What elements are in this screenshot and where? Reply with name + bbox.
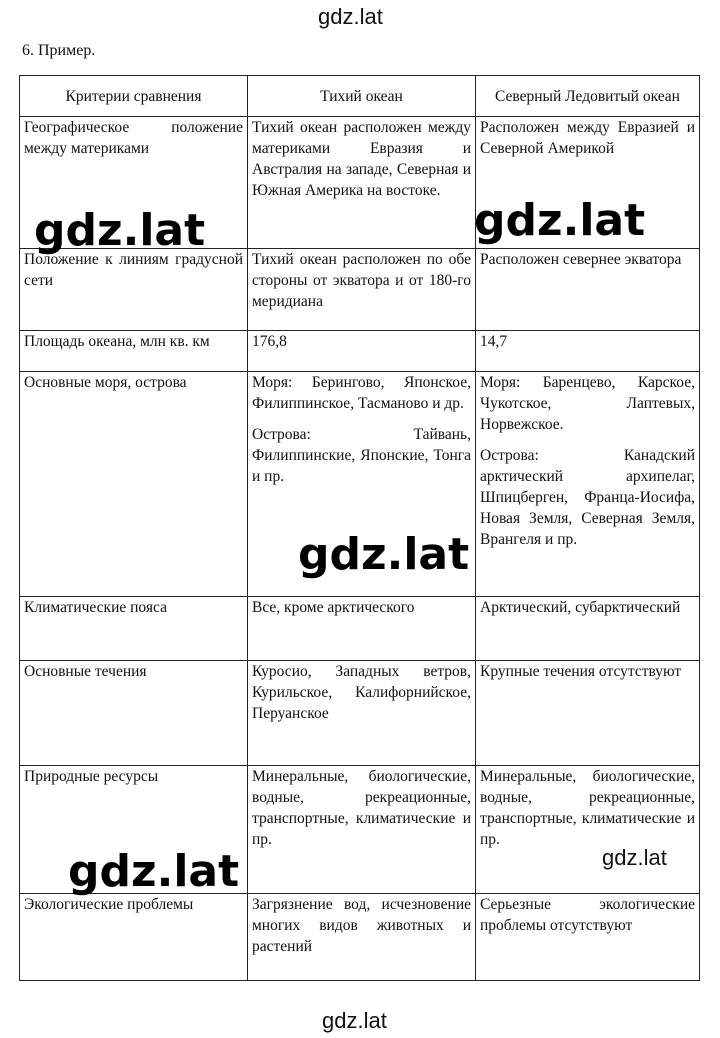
table-row	[20, 249, 700, 331]
table-row	[20, 331, 700, 372]
row-arctic: Расположен между Евразией и Северной Америкой	[476, 117, 700, 249]
header-criteria: Критерии сравнения	[20, 76, 248, 117]
arctic-seas: Моря: Баренцево, Карское, Чукотское, Лаптевых, Норвежское.	[480, 374, 695, 433]
watermark-large-1: gdz.lat	[34, 205, 206, 256]
row-pacific: Все, кроме арктического	[248, 597, 476, 661]
row-pacific: 176,8	[248, 331, 476, 372]
row-criterion: Основные моря, острова	[20, 372, 248, 597]
row-arctic: 14,7	[476, 331, 700, 372]
table-row	[20, 894, 700, 981]
watermark-top: gdz.lat	[318, 4, 383, 29]
row-arctic: Расположен севернее экватора	[476, 249, 700, 331]
header-pacific: Тихий океан	[248, 76, 476, 117]
table-row	[20, 597, 700, 661]
row-criterion: Природные ресурсы	[20, 766, 248, 894]
row-pacific: Тихий океан расположен между материками Евразия и Австралия на западе, Северная и Южная Америка на востоке.	[248, 117, 476, 249]
row-arctic: Крупные течения отсутствуют	[476, 661, 700, 766]
row-pacific: Загрязнение вод, исчезновение многих видов животных и растений	[248, 894, 476, 981]
row-pacific: Тихий океан расположен по обе стороны от экватора и от 180-го меридиана	[248, 249, 476, 331]
row-arctic-cell	[476, 372, 700, 597]
pacific-islands: Острова: Тайвань, Филиппинские, Японские, Тонга и пр.	[252, 426, 471, 485]
row-arctic: Минеральные, биологические, водные, рекреационные, транспортные, климатические и пр.	[476, 766, 700, 894]
row-criterion: Площадь океана, млн кв. км	[20, 331, 248, 372]
table-row	[20, 661, 700, 766]
arctic-islands: Острова: Канадский арктический архипелаг, Шпицберген, Франца-Иосифа, Новая Земля, Северная Земля, Врангеля и пр.	[480, 447, 695, 548]
watermark-bottom: gdz.lat	[322, 1008, 387, 1033]
watermark-small-mid: gdz.lat	[602, 845, 667, 870]
row-arctic: Арктический, субарктический	[476, 597, 700, 661]
table-header-row	[20, 76, 700, 117]
row-pacific: Минеральные, биологические, водные, рекреационные, транспортные, климатические и пр.	[248, 766, 476, 894]
watermark-large-4: gdz.lat	[68, 846, 240, 897]
row-criterion: Экологические проблемы	[20, 894, 248, 981]
watermark-large-3: gdz.lat	[298, 529, 470, 580]
row-arctic: Серьезные экологические проблемы отсутствуют	[476, 894, 700, 981]
row-criterion: Основные течения	[20, 661, 248, 766]
row-criterion: Положение к линиям градусной сети	[20, 249, 248, 331]
header-arctic: Северный Ледовитый океан	[476, 76, 700, 117]
exercise-heading: 6. Пример.	[22, 42, 96, 59]
row-criterion: Климатические пояса	[20, 597, 248, 661]
row-criterion: Географическое положение между материками	[20, 117, 248, 249]
pacific-seas: Моря: Берингово, Японское, Филиппинское, Тасманово и др.	[252, 374, 471, 412]
row-pacific: Куросио, Западных ветров, Курильское, Калифорнийское, Перуанское	[248, 661, 476, 766]
watermark-large-2: gdz.lat	[474, 195, 646, 246]
